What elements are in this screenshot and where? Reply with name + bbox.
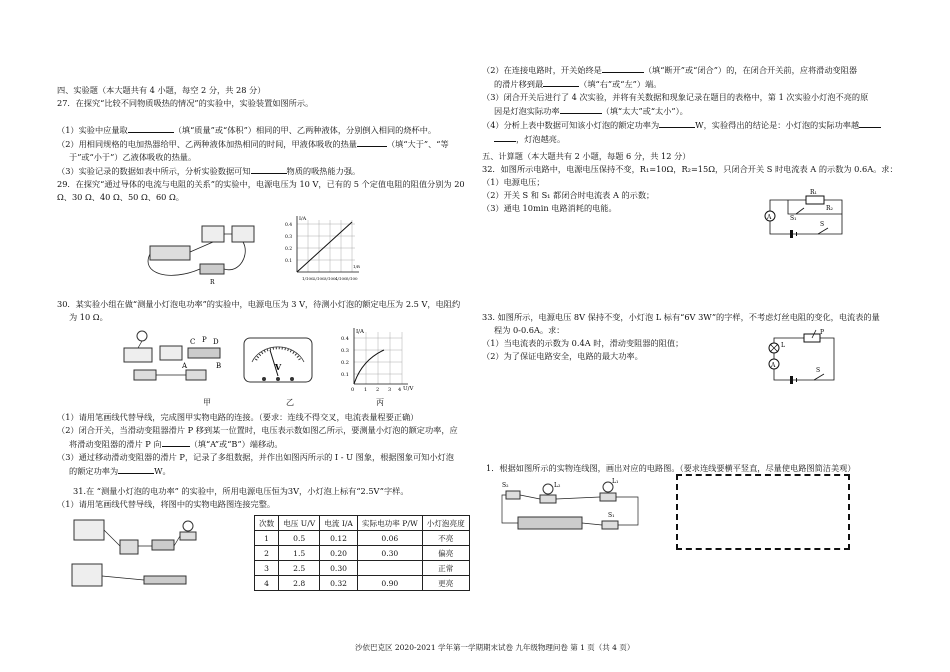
q33-circuit — [764, 330, 840, 386]
answer-blank[interactable] — [543, 77, 579, 87]
q27-part1-tail: （填“质量”或“体积”）相同的甲、乙两种液体，分别倒入相同的烧杯中。 — [173, 125, 437, 135]
table-cell: 0.06 — [357, 531, 422, 546]
answer-blank[interactable] — [162, 437, 190, 447]
question-31-part1-block — [57, 498, 276, 511]
table-header: 次数 — [255, 516, 279, 531]
q29-graph — [283, 214, 363, 294]
question-30: 30．某实验小组在做“测量小灯泡电功率”的实验中，电源电压为 3 V，待测小灯泡的额定电压为 2.5 V，电阻约 — [57, 299, 461, 309]
x-tick: 2/100 — [313, 276, 325, 281]
table-header-row — [255, 516, 470, 531]
table-cell: 更亮 — [422, 576, 469, 591]
q30-part2-tail: （填“A”或“B”）端移动。 — [189, 439, 283, 449]
q27-part2-cont: 于”或“小于”）乙液体吸收的热量。 — [69, 152, 197, 162]
q30-part3: （3）通过移动滑动变阻器的滑片 P，记录了多组数据，并作出如图丙所示的 I - U 图象，根据图象可知小灯泡 — [57, 452, 454, 462]
x-tick: 0 — [351, 387, 355, 393]
table-row — [255, 576, 470, 591]
question-31: 31.在 “测量小灯泡的电功率” 的实验中，所用电源电压恒为3V，小灯泡上标有“2.5V”字样。 — [73, 486, 409, 496]
table-cell: 2.5 — [279, 561, 320, 576]
label-p: P — [202, 336, 207, 344]
x-tick: 4/100 — [335, 276, 347, 281]
r-part3: （3）闭合开关后进行了 4 次实验，并将有关数据和现象记录在题目的表格中，第 1 次实验小灯泡不亮的原 — [482, 92, 869, 102]
table-cell: 2.8 — [279, 576, 320, 591]
graph-ylabel: I/A — [299, 216, 307, 222]
q27-part3: （3）实验记录的数据如表中所示，分析实验数据可知 — [57, 166, 251, 176]
label-a: A — [182, 362, 188, 370]
y-tick: 0.3 — [285, 235, 293, 240]
answer-blank[interactable] — [602, 63, 644, 73]
table-cell: 2 — [255, 546, 279, 561]
q31-circuit-figure — [64, 516, 214, 596]
answer-blank[interactable] — [659, 118, 695, 128]
question-33-cont: 程为 0-0.6A。求： — [494, 325, 565, 335]
q27-part1: （1）实验中应量取 — [57, 125, 128, 135]
q30-part2: （2）闭合开关，当滑动变阻器滑片 P 移到某一位置时，电压表示数如图乙所示，要测量小灯泡的额定功率，应 — [57, 425, 458, 435]
x-tick: 4 — [398, 387, 402, 393]
r-part4: （4）分析上表中数据可知该小灯泡的额定功率为 — [482, 120, 660, 130]
svg-text:R: R — [210, 279, 215, 286]
fig-label-jia: 甲 — [203, 398, 211, 407]
r-part3-cont: 因是灯泡实际功率 — [494, 106, 560, 116]
x-tick: 1/100 — [302, 276, 314, 281]
answer-blank[interactable] — [859, 118, 881, 128]
section-5-heading: 五、计算题（本大题共有 2 小题，每题 6 分，共 12 分） — [482, 151, 691, 161]
table-cell: 1.5 — [279, 546, 320, 561]
label-c: C — [190, 338, 196, 346]
question-31-block — [73, 485, 473, 498]
question-29-cont: Ω、30 Ω、40 Ω、50 Ω、60 Ω。 — [57, 192, 184, 202]
r-part4-tail: ，灯泡越亮。 — [516, 134, 566, 144]
x-tick: 3/100 — [324, 276, 336, 281]
table-cell: 偏亮 — [422, 546, 469, 561]
q29-circuit-figure — [140, 224, 260, 286]
label-p: P — [820, 329, 825, 336]
r-part4-mid: W，实验得出的结论是：小灯泡的实际功率越 — [695, 120, 860, 130]
label-s1: S₁ — [608, 512, 615, 519]
fig-label-yi: 乙 — [286, 398, 294, 407]
q30-part3-cont: 的额定功率为 — [69, 466, 119, 476]
y-tick: 0.2 — [341, 360, 349, 366]
label-r2: R₂ — [826, 205, 833, 212]
r-part2-cont: 的滑片移到最 — [494, 79, 544, 89]
y-tick: 0.4 — [285, 223, 293, 228]
y-tick: 0.2 — [285, 247, 293, 252]
voltmeter-v: V — [275, 362, 282, 372]
label-s1: S₁ — [790, 215, 797, 222]
question-30-block — [57, 298, 477, 324]
table-header: 实际电功率 P/W — [357, 516, 422, 531]
table-cell: 4 — [255, 576, 279, 591]
answer-blank[interactable] — [560, 104, 602, 114]
question-29: 29．在探究“通过导体的电流与电阻的关系”的实验中，电源电压为 10 V，已有的 5 个定值电阻的阻值分别为 20 — [57, 179, 465, 189]
label-l: L — [781, 342, 785, 349]
q30-fig-yi-voltmeter — [242, 336, 314, 386]
r-part2: （2）在连接电路时，开关始终是 — [482, 65, 602, 75]
question-30-parts — [57, 411, 477, 478]
label-s2: S₂ — [502, 482, 509, 489]
page-footer: 沙依巴克区 2020-2021 学年第一学期期末试卷 九年级物理问卷 第 1 页（共 4 页） — [355, 643, 635, 652]
q30-fig-bing-graph — [340, 326, 412, 392]
table-cell: 3 — [255, 561, 279, 576]
q32-part3: （3）通电 10min 电路消耗的电能。 — [482, 203, 617, 213]
y-tick: 0.1 — [285, 259, 293, 264]
table-cell: 0.12 — [320, 531, 358, 546]
answer-blank[interactable] — [118, 464, 154, 474]
y-tick: 0.1 — [341, 372, 349, 378]
table-cell: 0.30 — [357, 546, 422, 561]
q33-part1: （1）当电流表的示数为 0.4A 时，滑动变阻器的阻值； — [482, 338, 684, 348]
data-table — [254, 515, 470, 591]
answer-blank[interactable] — [128, 123, 174, 133]
table-cell: 0.5 — [279, 531, 320, 546]
table-cell: 0.32 — [320, 576, 358, 591]
left-column — [57, 84, 477, 204]
table-cell: 不亮 — [422, 531, 469, 546]
x-tick: 2 — [376, 387, 380, 393]
section-4-heading: 四、实验题（本大题共有 4 小题，每空 2 分，共 28 分） — [57, 85, 266, 95]
q1-circuit-figure — [498, 477, 648, 541]
q30-part1: （1）请用笔画线代替导线，完成图甲实物电路的连接。（要求：连线不得交叉，电流表量程要正确） — [57, 412, 419, 422]
x-tick: 5/100 — [346, 276, 358, 281]
fig-label-bing: 丙 — [376, 398, 384, 407]
question-30-cont: 为 10 Ω。 — [69, 312, 108, 322]
x-tick: 1 — [364, 387, 368, 393]
label-l1: L₁ — [612, 478, 619, 485]
question-1: 1．根据如图所示的实物连线图，画出对应的电路图。（要求连线要横平竖直，尽量使电路图简洁美观） — [486, 463, 856, 473]
answer-blank[interactable] — [251, 164, 287, 174]
q32-part1: （1）电源电压； — [482, 177, 545, 187]
q32-circuit — [762, 190, 848, 240]
r-part2-tail: （填“右”或“左”）端。 — [579, 79, 662, 89]
q30-fig-jia — [120, 328, 225, 388]
label-s: S — [816, 367, 821, 374]
table-cell: 0.20 — [320, 546, 358, 561]
ammeter-a: A — [771, 362, 776, 369]
table-cell: 0.90 — [357, 576, 422, 591]
table-row — [255, 546, 470, 561]
table-header: 电压 U/V — [279, 516, 320, 531]
graph-xlabel: 1/R — [353, 264, 360, 269]
q27-part2-tail: （填“大于”、“等 — [386, 139, 449, 149]
y-tick: 0.4 — [341, 336, 349, 342]
table-header: 电流 I/A — [320, 516, 358, 531]
label-l2: L₂ — [554, 482, 561, 489]
table-cell: 正常 — [422, 561, 469, 576]
table-cell: 0.30 — [320, 561, 358, 576]
label-d: D — [213, 338, 219, 346]
r-part3-tail: （填“太大”或“太小”）。 — [601, 106, 688, 116]
table-row — [255, 561, 470, 576]
q27-part3-tail: 物质的吸热能力强。 — [286, 166, 361, 176]
answer-blank[interactable] — [494, 132, 516, 142]
q30-part3-tail: W。 — [154, 466, 171, 476]
x-tick: 3 — [388, 387, 392, 393]
table-cell: 1 — [255, 531, 279, 546]
table-cell[interactable] — [357, 561, 422, 576]
answer-blank[interactable] — [357, 137, 387, 147]
label-r1: R₁ — [810, 189, 817, 196]
q31-part1: （1）请用笔画线代替导线，将图中的实物电路图连接完整。 — [57, 499, 276, 509]
ammeter-a: A — [767, 214, 772, 221]
label-s: S — [820, 221, 825, 228]
graph-xlabel: U/V — [403, 386, 414, 392]
y-tick: 0.3 — [341, 348, 349, 354]
table-row — [255, 531, 470, 546]
question-27: 27．在探究“比较不同物质吸热的情况”的实验中，实验装置如图所示。 — [57, 98, 314, 108]
answer-drawing-box[interactable] — [676, 474, 850, 550]
table-header: 小灯泡亮度 — [422, 516, 469, 531]
r-part2-mid: （填“断开”或“闭合”）的，在闭合开关前，应将滑动变阻器 — [643, 65, 858, 75]
label-b: B — [216, 362, 222, 370]
question-32: 32．如图所示电路中，电源电压保持不变，R₁=10Ω，R₂=15Ω，只闭合开关 S 时电流表 A 的示数为 0.6A。求： — [482, 164, 898, 174]
q32-part2: （2）开关 S 和 S₁ 都闭合时电流表 A 的示数； — [482, 190, 655, 200]
graph-ylabel: I/A — [356, 329, 364, 335]
q27-part2: （2）用相同规格的电加热器给甲、乙两种液体加热相同的时间，甲液体吸收的热量 — [57, 139, 357, 149]
q33-part2: （2）为了保证电路安全，电路的最大功率。 — [482, 351, 643, 361]
q30-part2-cont: 将滑动变阻器的滑片 P 向 — [69, 439, 162, 449]
question-33: 33. 如图所示，电源电压 8V 保持不变，小灯泡 L 标有“6V 3W”的字样，不考虑灯丝电阻的变化，电流表的量 — [482, 312, 880, 322]
